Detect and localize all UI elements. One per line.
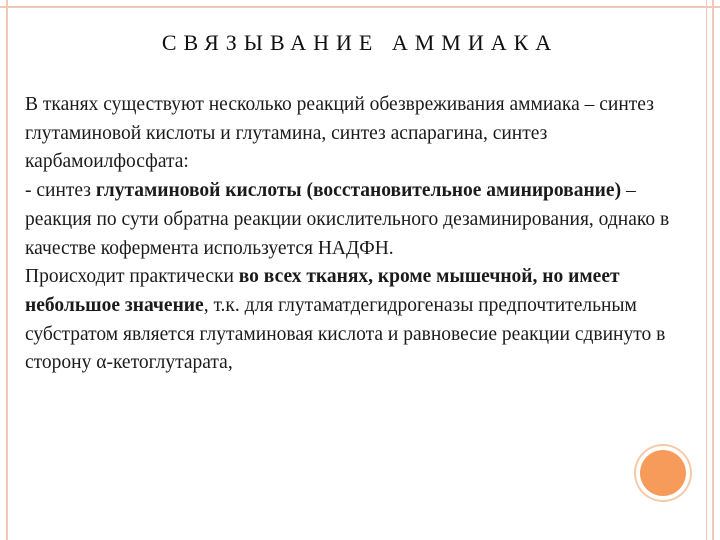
paragraph-2-start: - синтез xyxy=(25,180,96,202)
paragraph-3-start: Происходит практически xyxy=(25,266,239,288)
frame-right-line-outer xyxy=(712,0,714,540)
paragraph-3-end: , т.к. для глутаматдегидрогеназы предпочтительным субстратом является глутаминовая кислота и равновесие реакции сдвинуто в сторону α-кетоглутарата, xyxy=(25,294,666,374)
slide-title: СВЯЗЫВАНИЕ АММИАКА xyxy=(161,30,559,55)
decorative-circle xyxy=(640,450,686,496)
paragraph-3-bold: во всех тканях, кроме мышечной, но имеет небольшое значение xyxy=(25,266,620,316)
frame-left-line xyxy=(6,0,8,540)
slide-body xyxy=(25,91,705,378)
paragraph-1: В тканях существуют несколько реакций обезвреживания аммиака – синтез глутаминовой кислоты и глутамина, синтез аспарагина, синтез карбамоилфосфата: xyxy=(25,94,654,173)
frame-right-line-inner xyxy=(706,0,707,540)
paragraph-2-bold: глутаминовой кислоты (восстановительное аминирование) xyxy=(95,180,622,202)
frame-top-line xyxy=(0,6,720,8)
paragraph-2-end: – реакция по сути обратна реакции окислительного дезаминирования, однако в качестве кофермента используется НАДФН. xyxy=(25,180,670,259)
